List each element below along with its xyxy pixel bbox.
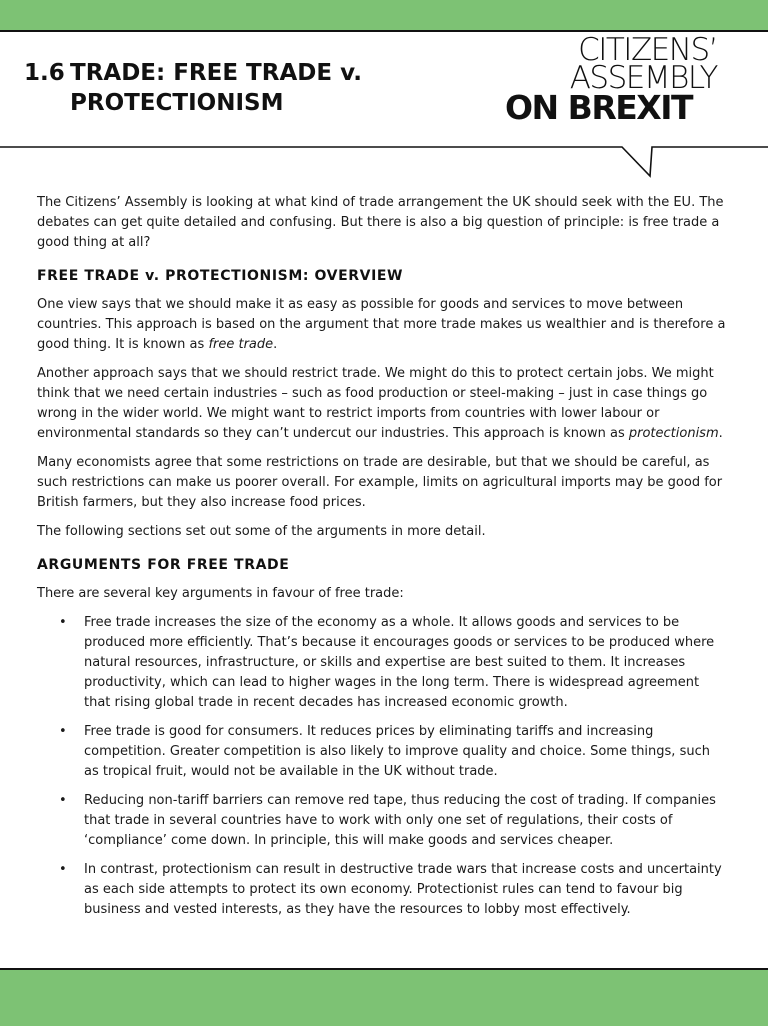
page-title (24, 58, 362, 118)
logo-line-1: CITIZENS’ (578, 32, 717, 68)
overview-paragraph-2: Another approach says that we should restrict trade. We might do this to protect certain jobs. We might think that we need certain industries – such as food production or steel-making – just in case things go wrong in the wider world. We might want to restrict imports from countries with lower labour or environmental standards so they can’t undercut our industries. This approach is known as protectionism. (37, 366, 723, 441)
list-item: • In contrast, protectionism can result in destructive trade wars that increase costs and uncertainty as each side attempts to protect its own economy. Protectionist rules can tend to favour big business and vested interests, as they have the resources to lobby most effectively. (59, 862, 722, 917)
bottom-green-band (0, 968, 768, 1026)
overview-paragraph-4: The following sections set out some of the arguments in more detail. (37, 524, 486, 539)
intro-paragraph: The Citizens’ Assembly is looking at what kind of trade arrangement the UK should seek with the EU. The debates can get quite detailed and confusing. But there is also a big question of principle: is free trade a good thing at all? (37, 195, 724, 250)
overview-paragraph-3: Many economists agree that some restrictions on trade are desirable, but that we should be careful, as such restrictions can make us poorer overall. For example, limits on agricultural imports may be good for British farmers, but they also increase food prices. (37, 455, 723, 510)
main-content (37, 193, 727, 929)
bullet-icon: • (59, 862, 67, 877)
section-number: 1.6 (24, 60, 65, 86)
overview-heading: FREE TRADE v. PROTECTIONISM: OVERVIEW (37, 268, 404, 284)
bullet-icon: • (59, 793, 67, 808)
arguments-lead: There are several key arguments in favour of free trade: (37, 586, 404, 601)
arguments-list (37, 613, 727, 920)
list-item: • Free trade increases the size of the economy as a whole. It allows goods and services to be produced more efficiently. That’s because it encourages goods or services to be produced where natural resources, infrastructure, or skills and expertise are best suited to them. It increases productivity, which can lead to higher wages in the long term. There is widespread agreement that rising global trade in recent decades has increased economic growth. (59, 615, 715, 710)
bullet-icon: • (59, 724, 67, 739)
bullet-icon: • (59, 615, 67, 630)
logo-line-3: ON BREXIT (505, 88, 692, 127)
list-item: • Free trade is good for consumers. It reduces prices by eliminating tariffs and increasing competition. Greater competition is also likely to improve quality and choice. Some things, such as tropical fruit, would not be available in the UK without trade. (59, 724, 710, 779)
protectionism-term: protectionism (628, 426, 719, 441)
title-line-1: TRADE: FREE TRADE v. (70, 60, 362, 86)
logo-line-2: ASSEMBLY (569, 60, 717, 96)
list-item: • Reducing non-tariff barriers can remove red tape, thus reducing the cost of trading. If companies that trade in several countries have to work with only one set of regulations, their costs of ‘compliance’ come down. In principle, this will make goods and services cheaper. (59, 793, 716, 848)
overview-paragraph-1: One view says that we should make it as easy as possible for goods and services to move between countries. This approach is based on the argument that more trade makes us wealthier and is therefore a good thing. It is known as free trade. (37, 297, 726, 352)
top-green-band (0, 0, 768, 32)
arguments-heading: ARGUMENTS FOR FREE TRADE (37, 557, 290, 573)
free-trade-term: free trade (208, 337, 274, 352)
citizens-assembly-logo (505, 32, 725, 127)
title-line-2: PROTECTIONISM (70, 90, 284, 116)
speech-bubble-divider (0, 140, 768, 182)
